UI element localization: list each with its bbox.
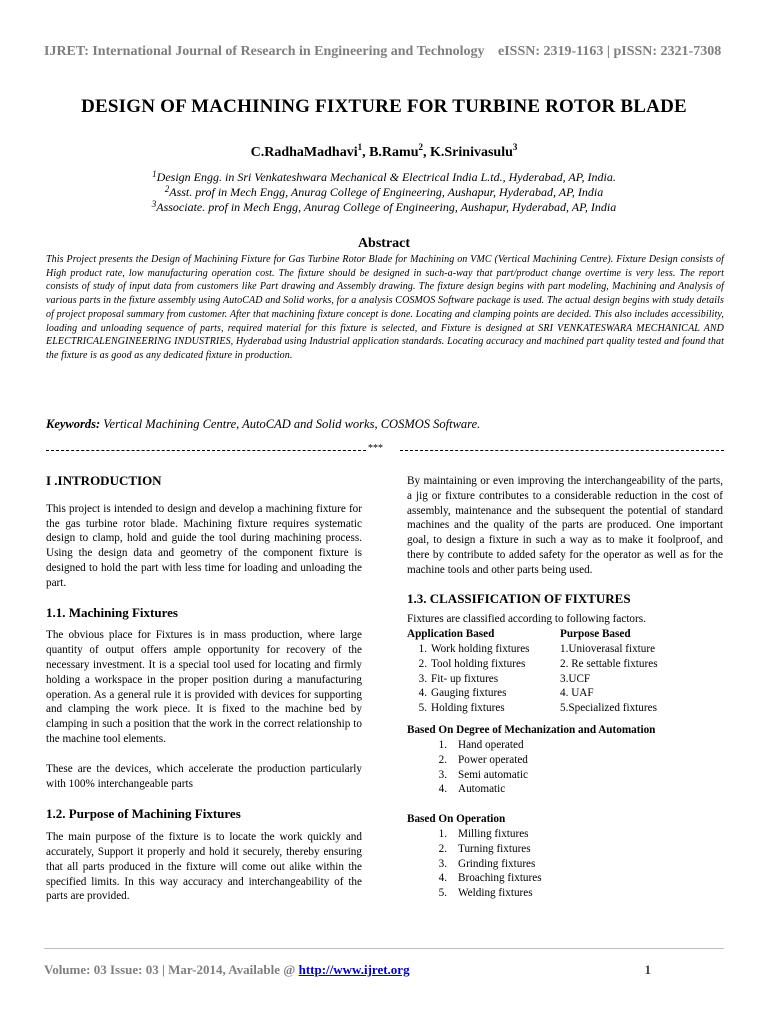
keywords-label: Keywords: bbox=[46, 417, 101, 431]
list-item: 2. Re settable fixtures bbox=[560, 657, 658, 670]
affiliation-sup: 1 bbox=[152, 169, 157, 179]
list-item bbox=[407, 753, 723, 768]
journal-link[interactable]: http://www.ijret.org bbox=[298, 962, 410, 977]
list-text: Semi automatic bbox=[458, 768, 528, 781]
list-text: Milling fixtures bbox=[458, 827, 529, 840]
intro-paragraph: This project is intended to design and develop a machining fixture for the gas turbine rotor blade. Machining fixture requires systematic design to clamp, hold and guide the tool during machining process. Using the design data and geometry of the component fixture is designed to hold the part with less time for loading and unloading the part. bbox=[46, 502, 362, 589]
separator-line-left bbox=[46, 450, 366, 451]
list-item bbox=[407, 672, 562, 687]
list-item bbox=[407, 857, 723, 872]
list-text: Gauging fixtures bbox=[431, 687, 507, 700]
abstract-text: This Project presents the Design of Machining Fixture for Gas Turbine Rotor Blade for Machining on VMC (Vertical Machining Centre). Fixture Design consists of High product rate, low manufacturing operation cost. The fixture should be designed in such-a-way that part/product change overtime is very less. The report consists of study of input data from customers like Part drawing and Assembly drawing. The fixture design begins with part modeling, Machining and Analysis of various parts in the fixture assembly using AutoCAD and Solid works, for a analysis COSMOS Software package is used. The actual design begins with study details of project proposal summary from customer. After that machining fixture concept is done. Locating and clamping points are decided. This also includes accessibility, loading and unloading sequence of parts, required material for this fixture is selected, and Fixture is designed at SRI VENKATESWARA MECHANICAL AND ELECTRICALENGINEERING INDUSTRIES, Hyderabad using Industrial application standards. Locating accuracy and machined part quality tested and found that the fixture is as good as any dedicated fixture in production. bbox=[46, 254, 724, 361]
section-1-1-heading: 1.1. Machining Fixtures bbox=[46, 604, 178, 620]
author-name: K.Srinivasulu bbox=[430, 145, 513, 160]
affiliation-text: Asst. prof in Mech Engg, Anurag College of Engineering, Aushapur, Hyderabad, AP, India bbox=[169, 185, 604, 199]
list-number: 2. bbox=[438, 753, 447, 766]
application-based-column bbox=[407, 627, 562, 716]
list-item: 3.UCF bbox=[560, 672, 591, 685]
list-item: 4. UAF bbox=[560, 687, 594, 700]
list-item bbox=[407, 871, 723, 886]
list-number: 5. bbox=[438, 887, 447, 900]
author-sup: 1 bbox=[357, 142, 363, 152]
operation-list bbox=[407, 827, 723, 901]
left-column bbox=[46, 474, 362, 904]
section-1-3-heading: 1.3. CLASSIFICATION OF FIXTURES bbox=[407, 590, 631, 606]
list-text: Holding fixtures bbox=[431, 702, 505, 715]
keywords-text: Vertical Machining Centre, AutoCAD and Solid works, COSMOS Software. bbox=[100, 417, 481, 431]
author-list bbox=[0, 142, 768, 161]
affiliations bbox=[0, 170, 768, 215]
list-item bbox=[407, 768, 723, 783]
section-1-1-paragraph: The obvious place for Fixtures is in mass production, where large quantity of output offers ample opportunity for recovery of the necessary investment. It is a special tool used for locating and firmly holding a workspace in the proper position during a manufacturing operation. As a general rule it is provided with devices for supporting and clamping the work piece. It is fixed to the machine bed by clamping in such a position that the work in the correct relationship to the machine tool elements. bbox=[46, 629, 362, 745]
author-name: C.RadhaMadhavi bbox=[250, 145, 358, 160]
keywords bbox=[46, 417, 724, 432]
list-item: 5.Specialized fixtures bbox=[560, 702, 657, 715]
section-1-2-paragraph: The main purpose of the fixture is to locate the work quickly and accurately, Support it properly and hold it securely, thereby ensuring that all parts produced in the fixture will come out alike within the specified limits. In this way accuracy and interchangeability of the parts are provided. bbox=[46, 831, 362, 903]
list-item bbox=[407, 886, 723, 901]
list-item bbox=[407, 827, 723, 842]
list-number: 4. bbox=[438, 783, 447, 796]
affiliation-text: Design Engg. in Sri Venkateshwara Mechanical & Electrical India L.td., Hyderabad, AP, India. bbox=[156, 170, 616, 184]
author-sep: , bbox=[423, 145, 430, 160]
author-sep: , bbox=[362, 145, 370, 160]
list-item bbox=[407, 738, 723, 753]
list-item: 1.Unioverasal fixture bbox=[560, 642, 656, 655]
list-text: Power operated bbox=[458, 753, 528, 766]
list-text: Grinding fixtures bbox=[458, 857, 536, 870]
list-text: Broaching fixtures bbox=[458, 872, 542, 885]
author-name: B.Ramu bbox=[369, 145, 419, 160]
application-based-heading: Application Based bbox=[407, 628, 495, 641]
list-text: Fit- up fixtures bbox=[431, 672, 499, 685]
journal-name: IJRET: International Journal of Research in Engineering and Technology bbox=[44, 44, 485, 59]
issn-info: eISSN: 2319-1163 | pISSN: 2321-7308 bbox=[498, 44, 722, 59]
page-footer bbox=[44, 962, 724, 978]
paper-title: DESIGN OF MACHINING FIXTURE FOR TURBINE ROTOR BLADE bbox=[81, 96, 687, 117]
right-column bbox=[407, 474, 723, 901]
affiliation-sup: 3 bbox=[151, 199, 157, 209]
list-number: 4. bbox=[418, 687, 427, 700]
list-number: 1. bbox=[438, 827, 447, 840]
intro-heading: I .INTRODUCTION bbox=[46, 473, 162, 488]
list-number: 1. bbox=[418, 642, 427, 655]
affiliation-line bbox=[0, 170, 768, 185]
list-item bbox=[407, 686, 562, 701]
list-item bbox=[407, 701, 562, 716]
right-intro-paragraph: By maintaining or even improving the interchangeability of the parts, a jig or fixture contributes to a considerable reduction in the cost of assembly, maintenance and the subsequent the potential of standard machines and the quality of the parts are produced. One important goal, to design a fixture in such a way as to make it foolproof, and there by contribute to added safety for the operator as well as for the machine tools and other parts being used. bbox=[407, 475, 723, 576]
list-number: 5. bbox=[418, 702, 427, 715]
list-number: 2. bbox=[418, 657, 427, 670]
purpose-based-column bbox=[560, 627, 725, 716]
section-separator bbox=[46, 443, 724, 457]
list-number: 3. bbox=[438, 857, 447, 870]
list-text: Work holding fixtures bbox=[431, 642, 530, 655]
affiliation-line bbox=[0, 185, 768, 200]
list-number: 1. bbox=[438, 738, 447, 751]
section-1-1-paragraph-2: These are the devices, which accelerate the production particularly with 100% interchangeable parts bbox=[46, 762, 362, 790]
abstract-heading: Abstract bbox=[357, 236, 411, 251]
list-item bbox=[407, 782, 723, 797]
footer-volume: Volume: 03 Issue: 03 | Mar-2014, Available @ bbox=[44, 962, 299, 977]
list-number: 3. bbox=[418, 672, 427, 685]
section-1-2-heading: 1.2. Purpose of Machining Fixtures bbox=[46, 806, 241, 822]
list-item bbox=[407, 657, 562, 672]
affiliation-sup: 2 bbox=[164, 184, 170, 194]
classification-intro: Fixtures are classified according to following factors. bbox=[407, 613, 646, 626]
list-item bbox=[407, 842, 723, 857]
list-text: Turning fixtures bbox=[458, 842, 531, 855]
running-header bbox=[44, 44, 724, 60]
affiliation-text: Associate. prof in Mech Engg, Anurag College of Engineering, Aushapur, Hyderabad, AP, India bbox=[156, 200, 617, 214]
mechanization-heading: Based On Degree of Mechanization and Automation bbox=[407, 724, 656, 737]
footer-rule bbox=[44, 948, 724, 949]
list-number: 3. bbox=[438, 768, 447, 781]
author-sup: 2 bbox=[418, 142, 423, 152]
author-sup: 3 bbox=[512, 142, 518, 152]
operation-heading: Based On Operation bbox=[407, 813, 506, 826]
list-number: 4. bbox=[438, 872, 447, 885]
list-text: Automatic bbox=[458, 783, 506, 796]
list-item bbox=[407, 642, 562, 657]
list-number: 2. bbox=[438, 842, 447, 855]
mechanization-list bbox=[407, 738, 723, 797]
list-text: Tool holding fixtures bbox=[431, 657, 526, 670]
affiliation-line bbox=[0, 200, 768, 215]
purpose-based-heading: Purpose Based bbox=[560, 628, 631, 641]
list-text: Hand operated bbox=[458, 738, 524, 751]
classification-table bbox=[407, 627, 723, 716]
separator-stars: *** bbox=[368, 443, 383, 454]
separator-line-right bbox=[400, 450, 724, 451]
list-text: Welding fixtures bbox=[458, 887, 533, 900]
page-number: 1 bbox=[644, 962, 651, 977]
